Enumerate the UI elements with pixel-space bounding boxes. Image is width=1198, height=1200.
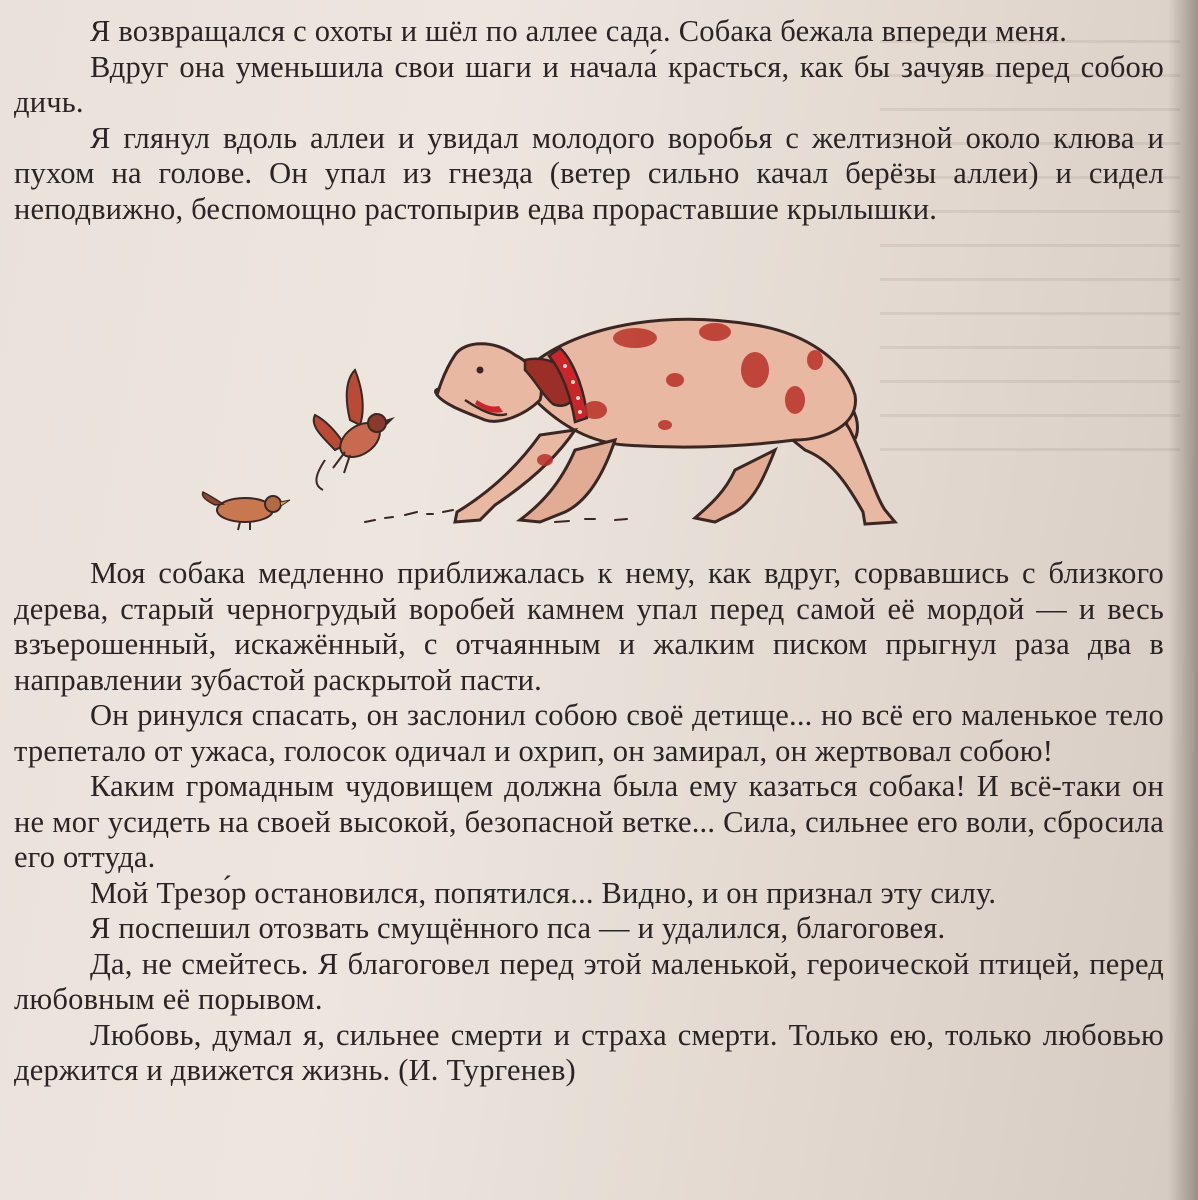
paragraph: Любовь, думал я, сильнее смерти и страха смерти. Только ею, только любовью держится и движется жизнь. (И. Тургенев) [14, 1017, 1164, 1087]
paragraph: Да, не смейтесь. Я благоговел перед этой маленькой, героической птицей, перед любовным её порывом. [14, 946, 1164, 1016]
paragraph: Моя собака медленно приближалась к нему, как вдруг, сорвавшись с близкого дерева, старый черногрудый воробей камнем упал перед самой её мордой — и весь взъерошенный, искажённый, с отчаянным и жалким писком прыгнул раза два в направлении зубастой раскрытой пасти. [14, 556, 1164, 697]
paragraph: Я глянул вдоль аллеи и увидал молодого воробья с желтизной около клюва и пухом на голове. Он упал из гнезда (ветер сильно качал берёзы аллеи) и сидел неподвижно, беспомощно растопырив едва прораставшие крылышки. [14, 120, 1164, 226]
paragraph: Каким громадным чудовищем должна была ему казаться собака! И всё-таки он не мог усидеть на своей высокой, безопасной ветке... Сила, сильнее его воли, сбросила его оттуда. [14, 769, 1164, 874]
young-sparrow-icon [203, 492, 291, 530]
text-block-bottom [14, 556, 1164, 1089]
dog-and-sparrows-illustration [195, 300, 905, 540]
text-block-top [14, 14, 1164, 227]
paragraph: Вдруг она уменьшила свои шаги и начала́ красться, как бы зачуяв перед собою дичь. [14, 49, 1164, 119]
dog-icon [434, 319, 895, 524]
paragraph: Он ринулся спасать, он заслонил собою своё детище... но всё его маленькое тело трепетало от ужаса, голосок одичал и охрип, он замирал, он жертвовал собою! [14, 698, 1164, 768]
old-sparrow-icon [314, 370, 395, 490]
page-edge-shadow [1168, 0, 1198, 1200]
paragraph: Я возвращался с охоты и шёл по аллее сада. Собака бежала впереди меня. [90, 14, 1068, 48]
ground-marks [365, 510, 627, 522]
paragraph: Я поспешил отозвать смущённого пса — и удалился, благоговея. [90, 911, 946, 945]
paragraph: Мой Трезо́р остановился, попятился... Видно, и он признал эту силу. [90, 875, 997, 910]
